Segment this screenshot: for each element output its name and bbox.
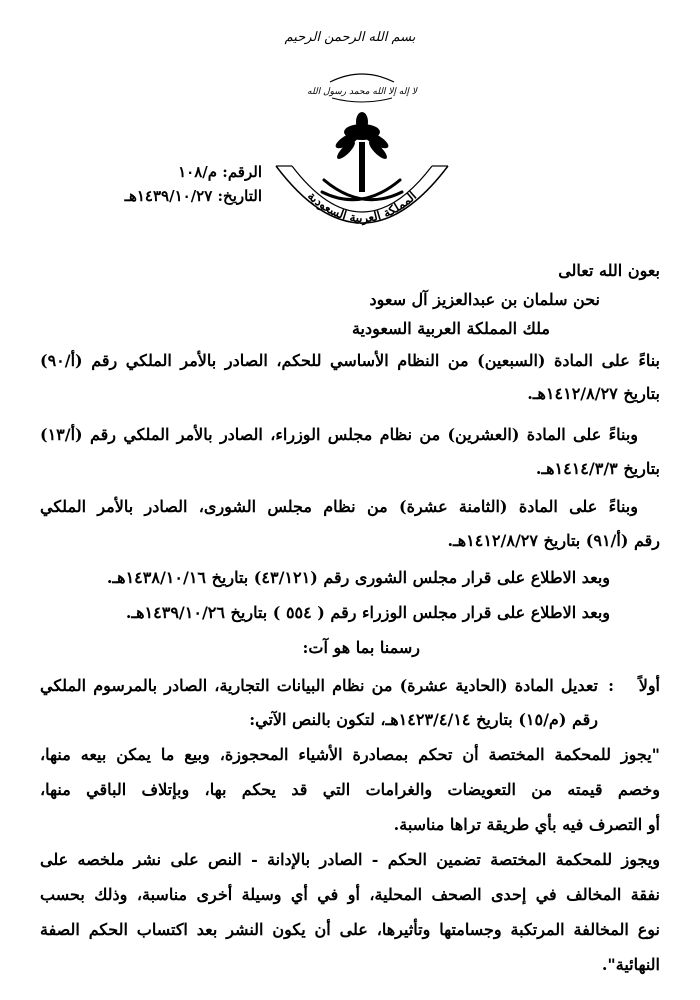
emblem-arc-text: المملكة العربية السعودية xyxy=(304,188,420,226)
recital-1-line-2: بتاريخ ١٤١٢/٨/٢٧هـ. xyxy=(527,384,660,403)
article-one-line-2: رقم (م/١٥) بتاريخ ١٤٢٣/٤/١٤هـ، لتكون بالنص الآتي: xyxy=(249,710,598,729)
decree-statement: رسمنا بما هو آت: xyxy=(302,638,420,657)
shahada-calligraphy: لا إله إلا الله محمد رسول الله xyxy=(307,87,417,97)
intro-line-1: بعون الله تعالى xyxy=(558,261,660,280)
intro-line-2: نحن سلمان بن عبدالعزيز آل سعود xyxy=(369,290,600,309)
basmala-calligraphy: بسم الله الرحمن الرحيم xyxy=(284,30,416,45)
reference-number: الرقم: م/١٠٨ xyxy=(178,163,262,181)
quoted-text-line-5: نفقة المخالف في إحدى الصحف المحلية، أو في أي وسيلة أخرى مناسبة، وذلك بحسب xyxy=(40,885,660,904)
recital-2-line-1: وبناءً على المادة (العشرين) من نظام مجلس الوزراء، الصادر بالأمر الملكي رقم (أ/١٣) xyxy=(40,425,638,444)
recital-3-line-1: وبناءً على المادة (الثامنة عشرة) من نظام مجلس الشورى، الصادر بالأمر الملكي xyxy=(40,497,638,516)
article-one-line-1: تعديل المادة (الحادية عشرة) من نظام البيانات التجارية، الصادر بالمرسوم الملكي xyxy=(40,676,599,695)
saudi-emblem xyxy=(262,62,462,247)
quoted-text-line-4: ويجوز للمحكمة المختصة تضمين الحكم - الصادر بالإدانة - النص على نشر ملخصه على xyxy=(40,850,660,869)
recital-5: وبعد الاطلاع على قرار مجلس الوزراء رقم ( ٥٥٤ ) بتاريخ ١٤٣٩/١٠/٢٦هـ. xyxy=(125,603,610,622)
recital-1-line-1: بناءً على المادة (السبعين) من النظام الأساسي للحكم، الصادر بالأمر الملكي رقم (أ/٩٠) xyxy=(40,351,660,370)
recital-3-line-2: رقم (أ/٩١) بتاريخ ١٤١٢/٨/٢٧هـ. xyxy=(447,531,660,550)
quoted-text-line-7: النهائية". xyxy=(601,955,660,974)
reference-block xyxy=(42,160,262,208)
recital-2-line-2: بتاريخ ١٤١٤/٣/٣هـ. xyxy=(535,459,660,478)
article-one-label: أولاً xyxy=(638,676,660,695)
quoted-text-line-6: نوع المخالفة المرتكبة وجسامتها وتأثيرها، على أن يكون النشر بعد اكتساب الحكم الصفة xyxy=(40,920,660,939)
intro-line-3: ملك المملكة العربية السعودية xyxy=(351,319,550,338)
recital-4: وبعد الاطلاع على قرار مجلس الشورى رقم (٤٣/١٢١) بتاريخ ١٤٣٨/١٠/١٦هـ. xyxy=(106,568,610,587)
reference-date: التاريخ: ١٤٣٩/١٠/٢٧هـ xyxy=(124,187,262,205)
quoted-text-line-1: "يجوز للمحكمة المختصة أن تحكم بمصادرة الأشياء المحجوزة، وبيع ما يمكن بيعه منها، xyxy=(40,745,660,764)
quoted-text-line-2: وخصم قيمته من التعويضات والغرامات التي قد يحكم بها، وبإتلاف الباقي منها، xyxy=(40,780,660,799)
quoted-text-line-3: أو التصرف فيه بأي طريقة تراها مناسبة. xyxy=(393,815,660,834)
palm-tree-icon xyxy=(333,112,390,192)
article-one-colon: : xyxy=(608,676,614,695)
